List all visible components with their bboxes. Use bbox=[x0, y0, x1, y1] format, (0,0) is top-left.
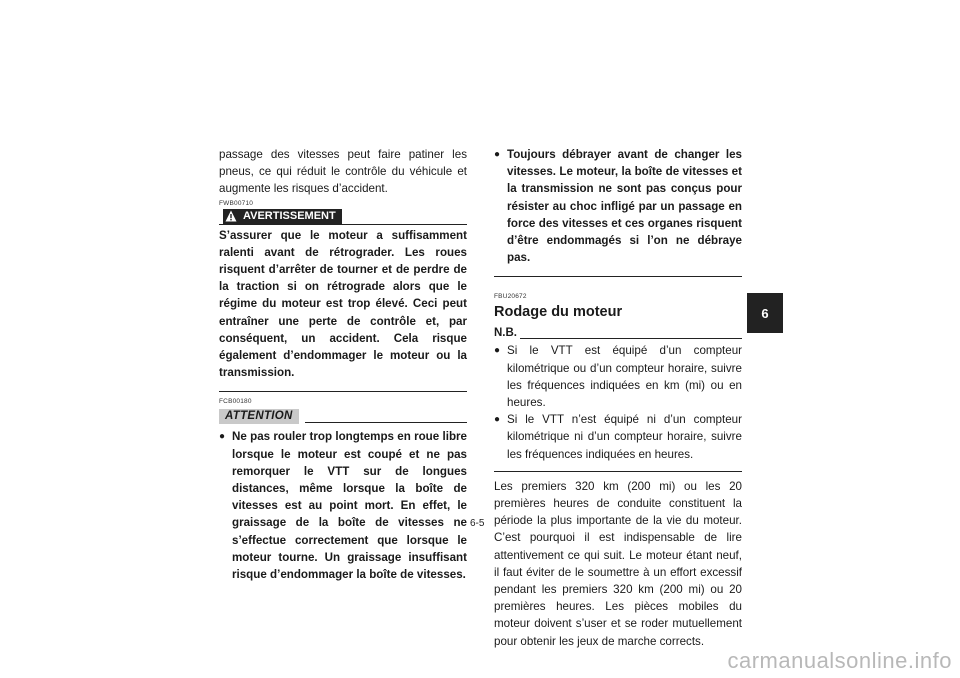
warning-label: AVERTISSEMENT bbox=[243, 209, 336, 222]
attention-end-rule bbox=[494, 276, 742, 277]
list-item: ● Toujours débrayer avant de changer les vitesses. Le moteur, la boîte de vitesses et la transmission ne sont pas conçus pour résister au choc infligé par un passage en force des vitesses et ces organes risquent d’être endommagés si l’on ne débraye pas. bbox=[494, 146, 742, 266]
warning-header bbox=[219, 209, 467, 225]
nb-label: N.B. bbox=[494, 327, 517, 340]
attention-label: ATTENTION bbox=[219, 409, 299, 424]
intro-paragraph: passage des vitesses peut faire patiner les pneus, ce qui réduit le contrôle du véhicule et augmente les risques d’accident. bbox=[219, 148, 467, 196]
left-column bbox=[219, 146, 467, 583]
attention-header bbox=[219, 407, 467, 424]
watermark: carmanualsonline.info bbox=[727, 648, 952, 673]
nb-list bbox=[494, 342, 742, 462]
warning-text: S’assurer que le moteur a suffisamment ralenti avant de rétrograder. Les roues risquent d’arrêter de tourner et de perdre de la traction si on rétrograde alors que le régime du moteur est trop élevé. Ceci peut entraîner une perte de contrôle et, par conséquent, un accident. Cela risque également d’endommager le moteur ou la transmission. bbox=[219, 228, 467, 380]
page-number: 6-5 bbox=[470, 518, 485, 529]
attention-list-left bbox=[219, 428, 467, 583]
attention-rule bbox=[305, 422, 467, 423]
warning-end-rule bbox=[219, 391, 467, 392]
attention-list-right bbox=[494, 146, 742, 266]
list-item: ● Si le VTT n’est équipé ni d’un compteur kilométrique ni d’un compteur horaire, suivre les fréquences indiquées en heures. bbox=[494, 411, 742, 463]
warning-code: FWB00710 bbox=[219, 199, 254, 207]
list-item: ● Si le VTT est équipé d’un compteur kilométrique ou d’un compteur horaire, suivre les fréquences indiquées en km (mi) ou en heures. bbox=[494, 342, 742, 411]
nb-end-rule bbox=[494, 471, 742, 472]
warning-badge bbox=[223, 209, 342, 224]
nb-header bbox=[494, 326, 742, 342]
list-item: ● Ne pas rouler trop longtemps en roue libre lorsque le moteur est coupé et ne pas remorquer le VTT sur de longues distances, même lorsque la boîte de vitesses est au point mort. En effet, le graissage de la boîte de vitesses ne s’effectue correctement que lorsque le moteur tourne. Un graissage insuffisant risque d’endommager la boîte de vitesses. bbox=[219, 428, 467, 583]
right-column bbox=[494, 146, 742, 650]
section-code: FBU20672 bbox=[494, 293, 527, 301]
section-title: Rodage du moteur bbox=[494, 304, 623, 321]
warning-triangle-icon bbox=[225, 210, 237, 222]
nb-rule bbox=[520, 338, 742, 339]
attention-code: FCB00180 bbox=[219, 398, 252, 406]
chapter-tab: 6 bbox=[747, 293, 783, 333]
body-paragraph: Les premiers 320 km (200 mi) ou les 20 premières heures de conduite constituent la période la plus importante de la vie du moteur. C’est pourquoi il est indispensable de lire attentivement ce qui suit. Le moteur étant neuf, il faut éviter de le soumettre à un effort excessif pendant les premiers 320 km (200 mi) ou 20 premières heures. Les pièces mobiles du moteur doivent s’user et se roder mutuellement pour obtenir les jeux de marche corrects. bbox=[494, 479, 742, 648]
